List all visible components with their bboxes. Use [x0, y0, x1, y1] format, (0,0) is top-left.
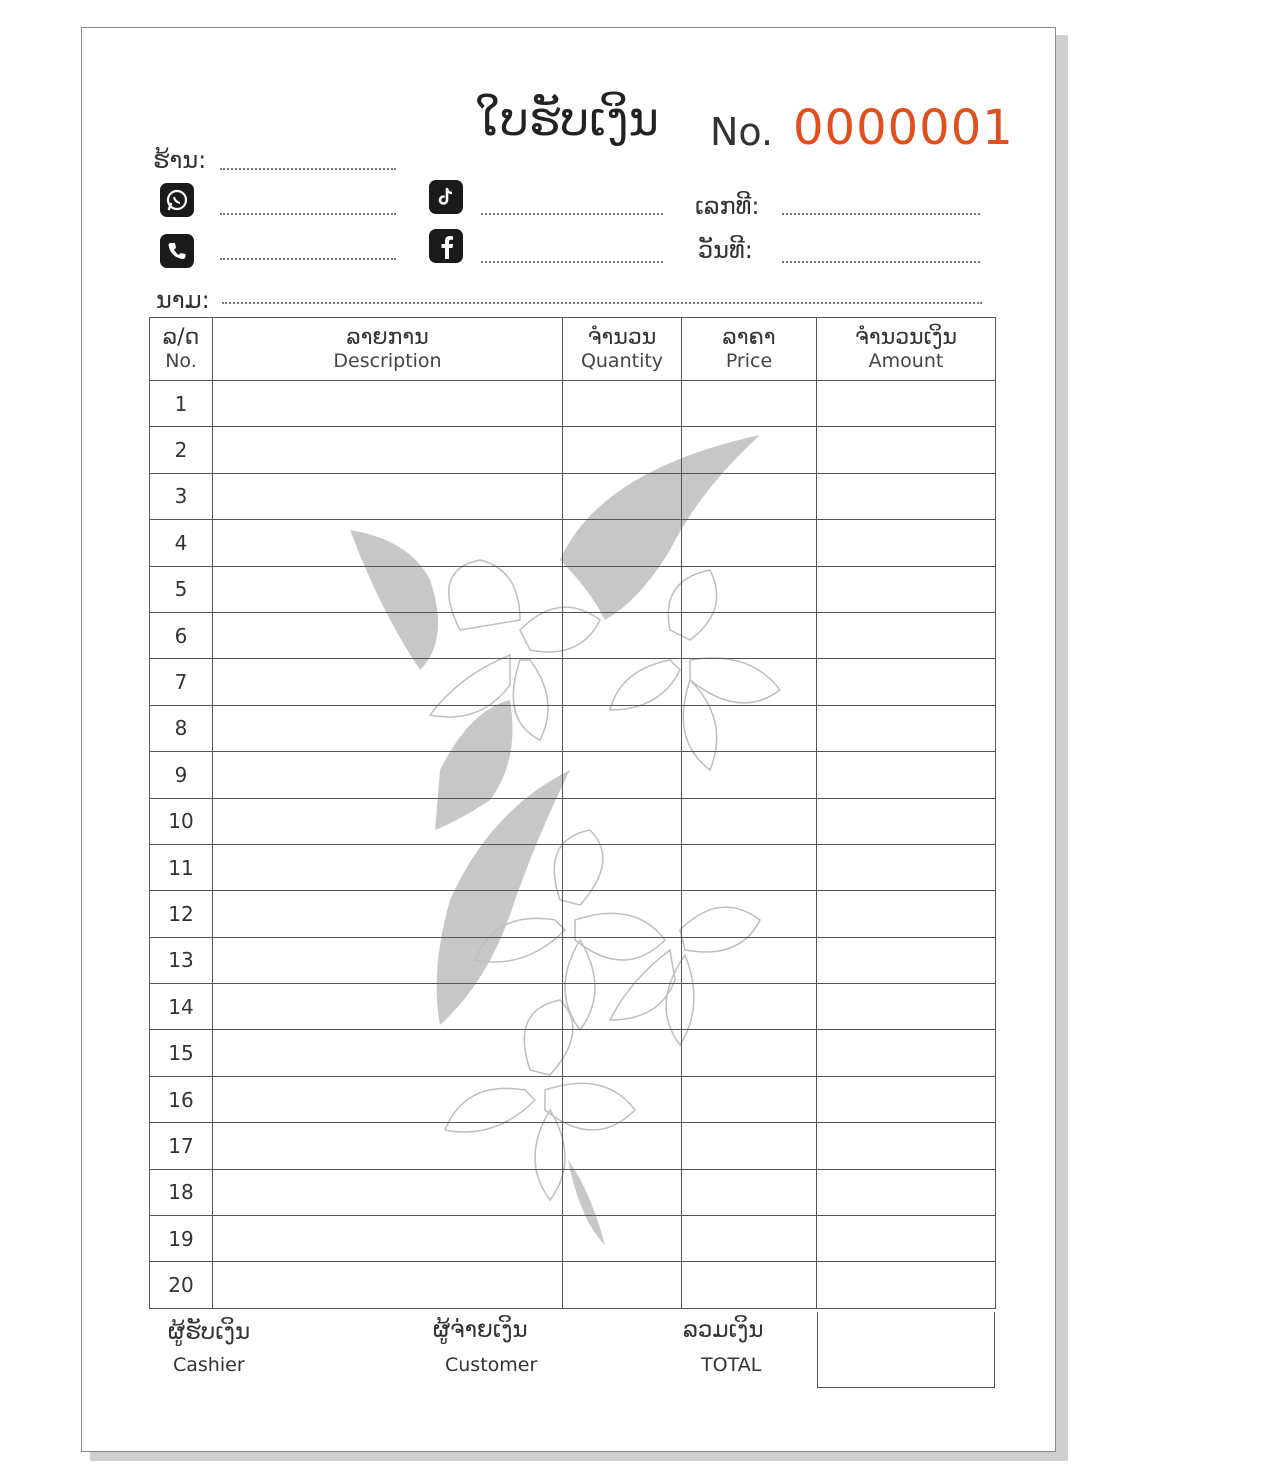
row-amount-cell[interactable]	[817, 520, 996, 566]
row-description-cell[interactable]	[213, 427, 563, 473]
facebook-field[interactable]	[481, 261, 663, 263]
row-description-cell[interactable]	[213, 381, 563, 427]
table-row	[150, 984, 996, 1030]
ref-field[interactable]	[782, 213, 980, 215]
table-row	[150, 473, 996, 519]
row-price-cell[interactable]	[682, 1076, 817, 1122]
table-row	[150, 705, 996, 751]
receipt-title: ໃບຮັບເງິນ	[475, 92, 659, 146]
row-number: 7	[150, 659, 213, 705]
facebook-icon	[429, 229, 463, 263]
row-description-cell[interactable]	[213, 937, 563, 983]
col-no-lao: ລ/ດ	[162, 325, 200, 351]
whatsapp-icon	[160, 183, 194, 217]
row-price-cell[interactable]	[682, 752, 817, 798]
row-number: 11	[150, 844, 213, 890]
row-amount-cell[interactable]	[817, 798, 996, 844]
row-number: 4	[150, 520, 213, 566]
row-amount-cell[interactable]	[817, 984, 996, 1030]
col-header-no	[150, 318, 213, 381]
row-quantity-cell[interactable]	[563, 381, 682, 427]
row-number: 3	[150, 473, 213, 519]
date-field[interactable]	[782, 261, 980, 263]
row-description-cell[interactable]	[213, 891, 563, 937]
col-description-lao: ລາຍການ	[346, 325, 429, 351]
row-amount-cell[interactable]	[817, 659, 996, 705]
date-label: ວັນທີ:	[698, 236, 753, 264]
col-header-description	[213, 318, 563, 381]
row-price-cell[interactable]	[682, 381, 817, 427]
row-number: 18	[150, 1169, 213, 1215]
row-amount-cell[interactable]	[817, 844, 996, 890]
row-price-cell[interactable]	[682, 844, 817, 890]
row-description-cell[interactable]	[213, 1262, 563, 1308]
phone-icon	[160, 234, 194, 268]
col-quantity-lao: ຈຳນວນ	[587, 325, 657, 351]
row-price-cell[interactable]	[682, 659, 817, 705]
col-price-en: Price	[725, 349, 773, 372]
row-number: 5	[150, 566, 213, 612]
row-price-cell[interactable]	[682, 1030, 817, 1076]
row-price-cell[interactable]	[682, 798, 817, 844]
row-quantity-cell[interactable]	[563, 427, 682, 473]
row-amount-cell[interactable]	[817, 566, 996, 612]
row-description-cell[interactable]	[213, 984, 563, 1030]
row-number: 6	[150, 612, 213, 658]
items-table	[149, 317, 996, 1309]
row-number: 16	[150, 1076, 213, 1122]
row-price-cell[interactable]	[682, 984, 817, 1030]
row-number: 8	[150, 705, 213, 751]
row-number: 19	[150, 1216, 213, 1262]
row-quantity-cell[interactable]	[563, 612, 682, 658]
col-header-quantity	[563, 318, 682, 381]
row-price-cell[interactable]	[682, 566, 817, 612]
row-quantity-cell[interactable]	[563, 1216, 682, 1262]
table-row	[150, 659, 996, 705]
row-description-cell[interactable]	[213, 1216, 563, 1262]
table-row	[150, 1262, 996, 1308]
row-description-cell[interactable]	[213, 1123, 563, 1169]
row-description-cell[interactable]	[213, 752, 563, 798]
row-amount-cell[interactable]	[817, 1123, 996, 1169]
tiktok-field[interactable]	[481, 213, 663, 215]
table-row	[150, 612, 996, 658]
row-number: 17	[150, 1123, 213, 1169]
col-amount-lao: ຈຳນວນເງິນ	[855, 325, 957, 351]
row-description-cell[interactable]	[213, 566, 563, 612]
row-amount-cell[interactable]	[817, 427, 996, 473]
row-number: 13	[150, 937, 213, 983]
row-quantity-cell[interactable]	[563, 1076, 682, 1122]
table-row	[150, 1123, 996, 1169]
row-description-cell[interactable]	[213, 844, 563, 890]
table-row	[150, 937, 996, 983]
row-number: 2	[150, 427, 213, 473]
row-quantity-cell[interactable]	[563, 520, 682, 566]
row-description-cell[interactable]	[213, 1076, 563, 1122]
table-row	[150, 566, 996, 612]
row-quantity-cell[interactable]	[563, 1123, 682, 1169]
shop-field[interactable]	[220, 168, 396, 170]
table-header-row	[150, 318, 996, 381]
table-row	[150, 752, 996, 798]
row-price-cell[interactable]	[682, 1169, 817, 1215]
row-quantity-cell[interactable]	[563, 1030, 682, 1076]
row-price-cell[interactable]	[682, 427, 817, 473]
row-quantity-cell[interactable]	[563, 473, 682, 519]
row-number: 9	[150, 752, 213, 798]
row-price-cell[interactable]	[682, 612, 817, 658]
row-amount-cell[interactable]	[817, 705, 996, 751]
receipt-number-label: No.	[710, 110, 774, 154]
row-description-cell[interactable]	[213, 1030, 563, 1076]
row-quantity-cell[interactable]	[563, 659, 682, 705]
cashier-label-lao: ຜູ້ຮັບເງິນ	[168, 1319, 251, 1345]
customer-label-en: Customer	[445, 1354, 538, 1376]
items-table-wrap	[149, 317, 995, 1313]
row-price-cell[interactable]	[682, 1262, 817, 1308]
customer-label-lao: ຜູ້ຈ່າຍເງິນ	[433, 1317, 528, 1343]
row-price-cell[interactable]	[682, 937, 817, 983]
row-description-cell[interactable]	[213, 798, 563, 844]
row-price-cell[interactable]	[682, 1123, 817, 1169]
row-quantity-cell[interactable]	[563, 705, 682, 751]
table-row	[150, 1169, 996, 1215]
row-amount-cell[interactable]	[817, 937, 996, 983]
row-description-cell[interactable]	[213, 705, 563, 751]
row-price-cell[interactable]	[682, 705, 817, 751]
row-amount-cell[interactable]	[817, 381, 996, 427]
col-no-en: No.	[165, 349, 197, 372]
receipt-number: 0000001	[793, 100, 1014, 156]
table-row	[150, 381, 996, 427]
row-amount-cell[interactable]	[817, 1169, 996, 1215]
row-quantity-cell[interactable]	[563, 566, 682, 612]
row-quantity-cell[interactable]	[563, 937, 682, 983]
col-price-lao: ລາຄາ	[722, 325, 776, 351]
table-row	[150, 1216, 996, 1262]
col-quantity-en: Quantity	[580, 349, 664, 372]
row-price-cell[interactable]	[682, 520, 817, 566]
table-row	[150, 1030, 996, 1076]
total-label-lao: ລວມເງິນ	[683, 1317, 764, 1343]
row-number: 12	[150, 891, 213, 937]
table-row	[150, 891, 996, 937]
row-quantity-cell[interactable]	[563, 798, 682, 844]
row-number: 14	[150, 984, 213, 1030]
row-price-cell[interactable]	[682, 473, 817, 519]
name-label: ນາມ:	[156, 286, 210, 314]
table-row	[150, 798, 996, 844]
row-quantity-cell[interactable]	[563, 1169, 682, 1215]
table-row	[150, 520, 996, 566]
col-description-en: Description	[333, 349, 442, 372]
table-row	[150, 844, 996, 890]
tiktok-icon	[429, 180, 463, 214]
row-quantity-cell[interactable]	[563, 752, 682, 798]
shop-label: ຮ້ານ:	[153, 146, 207, 174]
row-number: 15	[150, 1030, 213, 1076]
total-label-en: TOTAL	[701, 1354, 762, 1376]
row-amount-cell[interactable]	[817, 612, 996, 658]
col-header-amount	[817, 318, 996, 381]
row-quantity-cell[interactable]	[563, 1262, 682, 1308]
col-header-price	[682, 318, 817, 381]
col-amount-en: Amount	[868, 349, 944, 372]
row-amount-cell[interactable]	[817, 1216, 996, 1262]
row-amount-cell[interactable]	[817, 1030, 996, 1076]
row-amount-cell[interactable]	[817, 1262, 996, 1308]
table-row	[150, 1076, 996, 1122]
row-amount-cell[interactable]	[817, 752, 996, 798]
row-quantity-cell[interactable]	[563, 891, 682, 937]
name-field[interactable]	[222, 302, 982, 304]
total-amount-box[interactable]	[817, 1312, 995, 1388]
row-description-cell[interactable]	[213, 612, 563, 658]
row-description-cell[interactable]	[213, 520, 563, 566]
table-row	[150, 427, 996, 473]
row-amount-cell[interactable]	[817, 473, 996, 519]
row-price-cell[interactable]	[682, 891, 817, 937]
row-description-cell[interactable]	[213, 659, 563, 705]
row-number: 20	[150, 1262, 213, 1308]
ref-label: ເລກທີ:	[695, 192, 760, 220]
row-quantity-cell[interactable]	[563, 844, 682, 890]
row-number: 10	[150, 798, 213, 844]
row-description-cell[interactable]	[213, 1169, 563, 1215]
row-amount-cell[interactable]	[817, 891, 996, 937]
row-description-cell[interactable]	[213, 473, 563, 519]
row-amount-cell[interactable]	[817, 1076, 996, 1122]
phone-field[interactable]	[220, 258, 396, 260]
row-price-cell[interactable]	[682, 1216, 817, 1262]
whatsapp-field[interactable]	[220, 213, 396, 215]
cashier-label-en: Cashier	[173, 1354, 245, 1376]
row-number: 1	[150, 381, 213, 427]
row-quantity-cell[interactable]	[563, 984, 682, 1030]
